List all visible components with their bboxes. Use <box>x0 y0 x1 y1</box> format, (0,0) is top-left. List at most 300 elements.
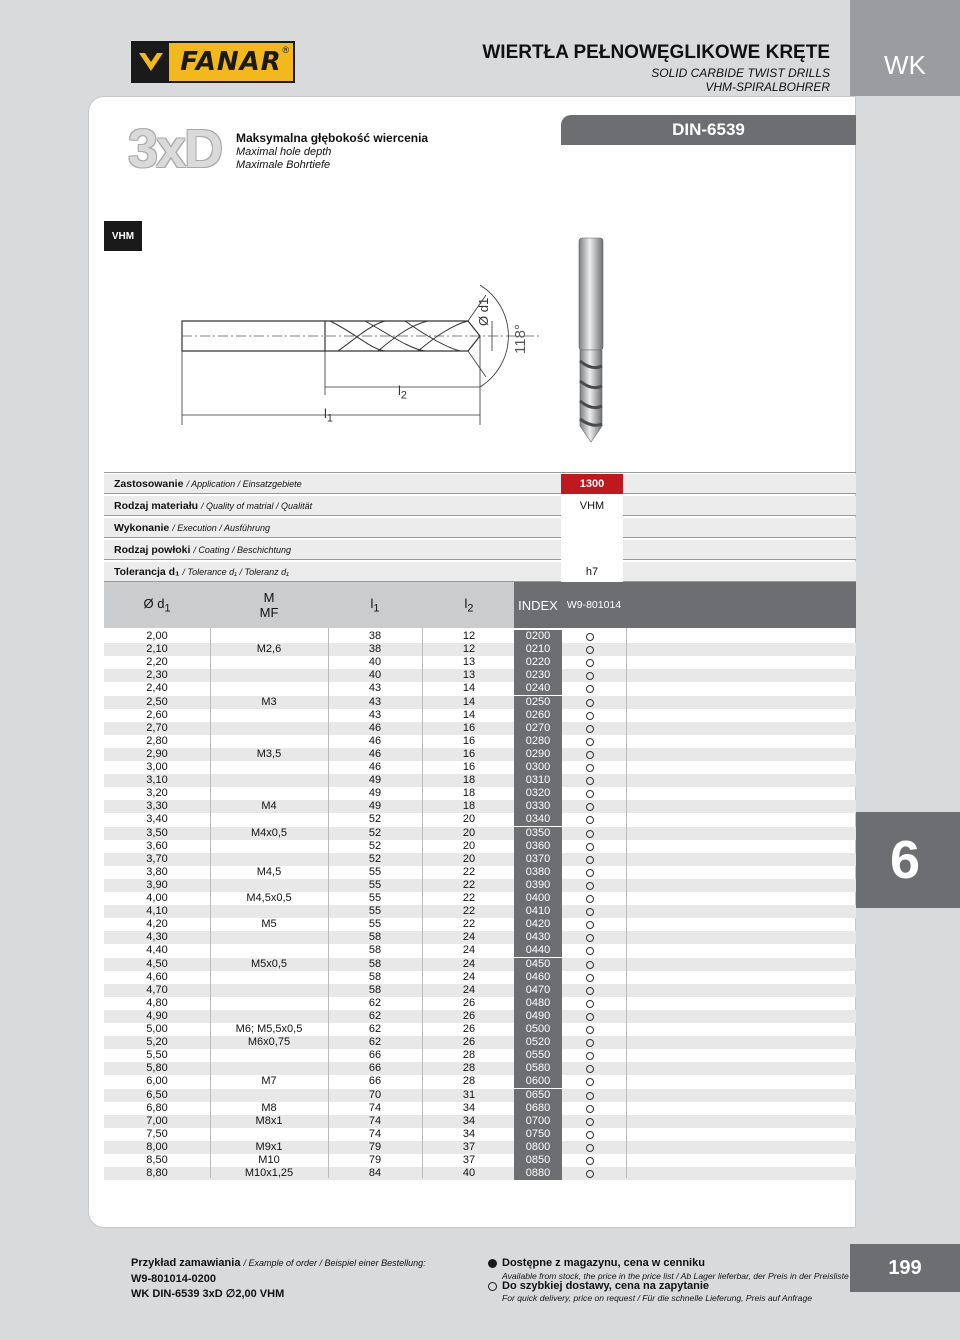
availability-hollow-circle-icon <box>586 882 594 890</box>
availability-hollow-circle-icon <box>586 1065 594 1073</box>
cell-l1: 74 <box>368 1114 382 1127</box>
cell-l1: 58 <box>368 957 382 970</box>
logo-v-icon <box>133 43 169 81</box>
cell-l1: 55 <box>368 905 382 918</box>
th-l1 <box>328 582 422 628</box>
cell-l2: 13 <box>462 669 476 682</box>
cell-index: 0800 <box>514 1141 562 1154</box>
cell-l1: 38 <box>368 630 382 642</box>
th-d1-text: Ø d <box>143 595 165 611</box>
cell-thread: M4 <box>261 800 277 813</box>
page-title: WIERTŁA PEŁNOWĘGLIKOWE KRĘTE <box>482 42 830 63</box>
dim-l1-sub: 1 <box>326 412 333 425</box>
availability-hollow-circle-icon <box>586 987 594 995</box>
table-row <box>104 984 856 997</box>
cell-thread <box>210 1128 328 1141</box>
legend-stock-sub: Available from stock, the price in the price list / Ab Lager lieferbar, der Preis in der Preisliste <box>502 1271 849 1281</box>
cell-diameter: 6,00 <box>146 1075 168 1088</box>
cell-l1: 55 <box>368 878 382 891</box>
table-row <box>104 827 856 840</box>
cell-thread <box>210 813 328 826</box>
cell-l1: 79 <box>368 1154 382 1166</box>
availability-hollow-circle-icon <box>586 843 594 851</box>
spec-value-coating <box>561 540 623 560</box>
availability-hollow-circle-icon <box>586 934 594 942</box>
th-l2-text: l <box>464 595 468 611</box>
table-row <box>104 774 856 787</box>
cell-l1: 66 <box>368 1062 382 1075</box>
cell-index: 0480 <box>514 997 562 1010</box>
cell-l1: 62 <box>368 1023 382 1035</box>
col-divider <box>210 628 211 1178</box>
dim-d1: Ø d1 <box>476 297 491 326</box>
cell-thread <box>210 787 328 800</box>
page-subtitle-en: SOLID CARBIDE TWIST DRILLS <box>651 66 830 80</box>
cell-l2: 13 <box>462 656 476 669</box>
cell-thread <box>210 630 328 643</box>
table-row <box>104 997 856 1010</box>
availability-hollow-circle-icon <box>586 856 594 864</box>
availability-hollow-circle-icon <box>586 1170 594 1178</box>
th-l1-text: l <box>370 595 374 611</box>
cell-index: 0520 <box>514 1036 562 1049</box>
order-code: W9-801014-0200 <box>131 1273 217 1285</box>
cell-l2: 20 <box>462 813 476 826</box>
cell-l2: 18 <box>462 787 476 800</box>
availability-hollow-circle-icon <box>586 1000 594 1008</box>
table-row <box>104 656 856 669</box>
cell-thread: M7 <box>261 1075 277 1088</box>
cell-l1: 40 <box>368 669 382 682</box>
availability-hollow-circle-icon <box>586 908 594 916</box>
availability-hollow-circle-icon <box>586 659 594 667</box>
cell-thread <box>210 1062 328 1075</box>
col-divider <box>422 628 423 1178</box>
cell-l2: 18 <box>462 774 476 787</box>
cell-l1: 55 <box>368 865 382 878</box>
cell-diameter: 3,10 <box>146 774 168 787</box>
spec-trans: / Application / Einsatzgebiete <box>186 478 302 489</box>
hollow-circle-icon <box>488 1282 497 1291</box>
table-row <box>104 892 856 905</box>
cell-diameter: 6,50 <box>146 1088 168 1101</box>
cell-l2: 24 <box>462 983 476 996</box>
cell-diameter: 3,30 <box>146 800 168 813</box>
cell-index: 0470 <box>514 984 562 997</box>
table-row <box>104 735 856 748</box>
cell-diameter: 2,70 <box>146 721 168 734</box>
table-row <box>104 1075 856 1088</box>
cell-l1: 70 <box>368 1088 382 1101</box>
drill-drawing <box>170 255 550 435</box>
cell-l2: 12 <box>462 643 476 656</box>
spec-coating <box>104 540 856 560</box>
cell-thread: M6x0,75 <box>247 1036 291 1049</box>
cell-index: 0410 <box>514 905 562 918</box>
cell-index: 0580 <box>514 1062 562 1075</box>
order-label-text: Przykład zamawiania <box>131 1257 241 1269</box>
cell-thread <box>210 761 328 774</box>
table-row <box>104 696 856 709</box>
table-row <box>104 866 856 879</box>
availability-hollow-circle-icon <box>586 738 594 746</box>
cell-index: 0400 <box>514 892 562 905</box>
availability-hollow-circle-icon <box>586 974 594 982</box>
cell-index: 0210 <box>514 643 562 656</box>
cell-diameter: 4,30 <box>146 931 168 944</box>
depth-label-de: Maximale Bohrtiefe <box>236 159 331 171</box>
cell-l2: 24 <box>462 970 476 983</box>
cell-index: 0200 <box>514 630 562 643</box>
cell-l1: 52 <box>368 826 382 839</box>
cell-l2: 28 <box>462 1049 476 1062</box>
cell-thread: M2,6 <box>256 643 282 656</box>
availability-hollow-circle-icon <box>586 790 594 798</box>
depth-badge: 3xD <box>128 119 222 179</box>
dim-l1-text: l <box>324 406 327 421</box>
cell-l1: 43 <box>368 695 382 708</box>
page-number: 199 <box>850 1244 960 1292</box>
cell-thread: M3 <box>261 695 277 708</box>
cell-index: 0260 <box>514 709 562 722</box>
order-description: WK DIN-6539 3xD ∅2,00 VHM <box>131 1288 285 1300</box>
spec-value-tolerance: h7 <box>561 562 623 582</box>
availability-hollow-circle-icon <box>586 1013 594 1021</box>
table-row <box>104 1036 856 1049</box>
cell-index: 0430 <box>514 931 562 944</box>
cell-index: 0460 <box>514 971 562 984</box>
cell-diameter: 5,50 <box>146 1049 168 1062</box>
cell-diameter: 6,80 <box>146 1101 168 1114</box>
spec-application <box>104 474 856 494</box>
availability-hollow-circle-icon <box>586 777 594 785</box>
th-l2 <box>422 582 516 628</box>
cell-thread <box>210 669 328 682</box>
col-divider <box>328 628 329 1178</box>
cell-diameter: 8,50 <box>146 1154 168 1166</box>
th-l2-sub: 2 <box>467 602 474 615</box>
cell-l2: 22 <box>462 905 476 918</box>
cell-l2: 22 <box>462 892 476 904</box>
cell-diameter: 5,00 <box>146 1023 168 1035</box>
cell-diameter: 2,20 <box>146 656 168 669</box>
cell-thread <box>210 774 328 787</box>
th-d1 <box>104 582 210 628</box>
availability-hollow-circle-icon <box>586 816 594 824</box>
page-subtitle-de: VHM-SPIRALBOHRER <box>705 80 830 94</box>
spec-trans: / Execution / Ausführung <box>172 522 270 533</box>
spec-top-line <box>104 472 856 473</box>
cell-l2: 37 <box>462 1154 476 1166</box>
cell-thread <box>210 931 328 944</box>
table-row <box>104 669 856 682</box>
availability-hollow-circle-icon <box>586 1078 594 1086</box>
dim-l2-sub: 2 <box>400 389 407 402</box>
cell-l2: 26 <box>462 996 476 1009</box>
table-row <box>104 1010 856 1023</box>
cell-l2: 22 <box>462 865 476 878</box>
cell-l2: 14 <box>462 695 476 708</box>
availability-hollow-circle-icon <box>586 921 594 929</box>
availability-hollow-circle-icon <box>586 1157 594 1165</box>
cell-index: 0650 <box>514 1089 562 1102</box>
cell-diameter: 4,60 <box>146 970 168 983</box>
cell-diameter: 2,80 <box>146 734 168 747</box>
cell-l2: 28 <box>462 1062 476 1075</box>
spec-trans: / Tolerance d₁ / Toleranz d₁ <box>182 566 289 577</box>
cell-index: 0310 <box>514 774 562 787</box>
cell-index: 0420 <box>514 918 562 931</box>
cell-index: 0280 <box>514 735 562 748</box>
cell-index: 0380 <box>514 866 562 879</box>
cell-thread: M5x0,5 <box>250 957 288 970</box>
table-row <box>104 1154 856 1167</box>
table-row <box>104 1141 856 1154</box>
cell-l1: 74 <box>368 1127 382 1140</box>
brand-name: FANAR <box>180 47 282 77</box>
spec-label: Tolerancja d₁ <box>114 565 180 578</box>
dim-l2 <box>398 383 407 402</box>
table-row <box>104 1049 856 1062</box>
cell-diameter: 8,80 <box>146 1167 168 1180</box>
cell-thread: M10 <box>258 1154 280 1166</box>
cell-l1: 52 <box>368 852 382 865</box>
table-row <box>104 722 856 735</box>
cell-index: 0320 <box>514 787 562 800</box>
cell-index: 0600 <box>514 1075 562 1088</box>
cell-thread: M10x1,25 <box>244 1167 294 1180</box>
cell-l2: 24 <box>462 957 476 970</box>
legend-stock-title: Dostępne z magazynu, cena w cenniku <box>502 1257 705 1269</box>
spec-label: Rodzaj materiału <box>114 499 199 512</box>
cell-index: 0500 <box>514 1023 562 1036</box>
cell-l1: 58 <box>368 931 382 944</box>
cell-l2: 34 <box>462 1114 476 1127</box>
cell-index: 0490 <box>514 1010 562 1023</box>
cell-l1: 52 <box>368 839 382 852</box>
cell-l1: 49 <box>368 800 382 813</box>
table-row <box>104 1128 856 1141</box>
cell-index: 0300 <box>514 761 562 774</box>
cell-l2: 24 <box>462 931 476 944</box>
cell-l2: 26 <box>462 1036 476 1049</box>
availability-hollow-circle-icon <box>586 672 594 680</box>
cell-index: 0370 <box>514 853 562 866</box>
cell-l1: 58 <box>368 944 382 957</box>
cell-l2: 40 <box>462 1167 476 1180</box>
cell-thread <box>210 1049 328 1062</box>
cell-index: 0330 <box>514 800 562 813</box>
cell-thread <box>210 944 328 957</box>
cell-thread <box>210 879 328 892</box>
cell-thread <box>210 1089 328 1102</box>
th-mf: MF <box>259 605 279 620</box>
cell-thread: M8 <box>261 1101 277 1114</box>
cell-thread: M8x1 <box>255 1114 283 1127</box>
cell-thread <box>210 722 328 735</box>
depth-label-en: Maximal hole depth <box>236 146 332 158</box>
table-row <box>104 918 856 931</box>
cell-l2: 20 <box>462 852 476 865</box>
cell-diameter: 2,40 <box>146 682 168 695</box>
cell-diameter: 4,90 <box>146 1009 168 1022</box>
brand-logo <box>131 41 295 83</box>
availability-hollow-circle-icon <box>586 1105 594 1113</box>
availability-hollow-circle-icon <box>586 1026 594 1034</box>
cell-l1: 58 <box>368 970 382 983</box>
cell-thread <box>210 709 328 722</box>
table-row <box>104 944 856 957</box>
cell-diameter: 3,00 <box>146 761 168 773</box>
cell-diameter: 4,70 <box>146 983 168 996</box>
cell-l1: 74 <box>368 1101 382 1114</box>
section-code: WK <box>884 50 926 80</box>
cell-l2: 26 <box>462 1023 476 1035</box>
spec-material <box>104 496 856 516</box>
cell-thread <box>210 840 328 853</box>
cell-l2: 20 <box>462 839 476 852</box>
cell-diameter: 5,20 <box>146 1036 168 1049</box>
cell-diameter: 2,00 <box>146 630 168 642</box>
table-row <box>104 1062 856 1075</box>
cell-diameter: 2,30 <box>146 669 168 682</box>
section-tab <box>850 0 960 96</box>
cell-thread <box>210 984 328 997</box>
cell-l2: 34 <box>462 1101 476 1114</box>
cell-l1: 52 <box>368 813 382 826</box>
cell-diameter: 2,90 <box>146 747 168 760</box>
cell-thread <box>210 735 328 748</box>
table-row <box>104 1115 856 1128</box>
dim-l2-text: l <box>398 383 401 398</box>
cell-thread: M4,5 <box>256 865 282 878</box>
cell-l1: 62 <box>368 996 382 1009</box>
cell-index: 0290 <box>514 748 562 761</box>
cell-thread <box>210 971 328 984</box>
availability-hollow-circle-icon <box>586 1131 594 1139</box>
availability-hollow-circle-icon <box>586 961 594 969</box>
spec-trans: / Quality of matrial / Qualität <box>201 500 313 511</box>
cell-diameter: 2,50 <box>146 695 168 708</box>
cell-thread <box>210 853 328 866</box>
cell-diameter: 4,20 <box>146 918 168 931</box>
cell-thread: M6; M5,5x0,5 <box>235 1023 303 1035</box>
cell-diameter: 3,50 <box>146 826 168 839</box>
cell-index: 0880 <box>514 1167 562 1180</box>
cell-l1: 43 <box>368 708 382 721</box>
cell-l2: 12 <box>462 630 476 642</box>
availability-hollow-circle-icon <box>586 869 594 877</box>
table-row <box>104 682 856 695</box>
availability-hollow-circle-icon <box>586 712 594 720</box>
cell-l2: 16 <box>462 747 476 760</box>
cell-l1: 46 <box>368 761 382 773</box>
cell-l1: 49 <box>368 787 382 800</box>
cell-diameter: 2,60 <box>146 708 168 721</box>
table-row <box>104 1089 856 1102</box>
registered-mark: ® <box>282 45 289 55</box>
cell-thread <box>210 905 328 918</box>
cell-l2: 14 <box>462 682 476 695</box>
col-divider <box>626 628 627 1178</box>
table-row <box>104 800 856 813</box>
table-row <box>104 840 856 853</box>
cell-l2: 16 <box>462 734 476 747</box>
cell-thread: M4,5x0,5 <box>246 892 292 904</box>
cell-l1: 79 <box>368 1140 382 1153</box>
table-row <box>104 879 856 892</box>
cell-index: 0700 <box>514 1115 562 1128</box>
cell-diameter: 4,00 <box>146 892 168 904</box>
cell-index: 0680 <box>514 1102 562 1115</box>
legend-quick-title: Do szybkiej dostawy, cena na zapytanie <box>502 1280 710 1292</box>
cell-index: 0750 <box>514 1128 562 1141</box>
order-example-label <box>131 1257 426 1269</box>
cell-l1: 40 <box>368 656 382 669</box>
spec-label: Wykonanie <box>114 521 170 534</box>
cell-l1: 55 <box>368 892 382 904</box>
cell-l2: 22 <box>462 918 476 931</box>
cell-thread: M3,5 <box>256 747 282 760</box>
cell-index: 0220 <box>514 656 562 669</box>
cell-diameter: 7,00 <box>146 1114 168 1127</box>
cell-l1: 46 <box>368 734 382 747</box>
chapter-tab: 6 <box>850 812 960 908</box>
cell-l2: 16 <box>462 721 476 734</box>
cell-diameter: 3,40 <box>146 813 168 826</box>
availability-hollow-circle-icon <box>586 1118 594 1126</box>
th-index: INDEX <box>518 597 558 613</box>
cell-thread <box>210 997 328 1010</box>
cell-index: 0550 <box>514 1049 562 1062</box>
availability-hollow-circle-icon <box>586 895 594 903</box>
cell-l1: 62 <box>368 1009 382 1022</box>
cell-l1: 84 <box>368 1167 382 1180</box>
cell-thread: M4x0,5 <box>250 826 288 839</box>
cell-l1: 58 <box>368 983 382 996</box>
dim-l1 <box>324 406 333 425</box>
cell-index: 0440 <box>514 944 562 957</box>
material-badge: VHM <box>104 221 142 251</box>
legend-quick-sub: For quick delivery, price on request / Für die schnelle Lieferung, Preis auf Anfrage <box>502 1293 813 1303</box>
cell-diameter: 3,80 <box>146 865 168 878</box>
dim-angle: 118° <box>512 324 529 354</box>
cell-diameter: 4,50 <box>146 957 168 970</box>
table-row <box>104 761 856 774</box>
cell-index: 0850 <box>514 1154 562 1167</box>
availability-hollow-circle-icon <box>586 803 594 811</box>
cell-l1: 66 <box>368 1075 382 1088</box>
order-label-trans: / Example of order / Beispiel einer Bestellung: <box>243 1258 426 1268</box>
cell-l2: 34 <box>462 1127 476 1140</box>
availability-hollow-circle-icon <box>586 633 594 641</box>
th-m: M <box>263 590 275 605</box>
availability-hollow-circle-icon <box>586 685 594 693</box>
cell-index: 0230 <box>514 669 562 682</box>
cell-thread <box>210 1010 328 1023</box>
availability-hollow-circle-icon <box>586 1144 594 1152</box>
cell-index: 0240 <box>514 682 562 695</box>
table-row <box>104 748 856 761</box>
availability-hollow-circle-icon <box>586 830 594 838</box>
cell-index: 0360 <box>514 840 562 853</box>
cell-thread <box>210 656 328 669</box>
cell-diameter: 4,40 <box>146 944 168 957</box>
cell-l1: 46 <box>368 721 382 734</box>
drill-photo <box>572 236 612 446</box>
availability-hollow-circle-icon <box>586 764 594 772</box>
th-article: W9-801014 <box>566 599 622 611</box>
